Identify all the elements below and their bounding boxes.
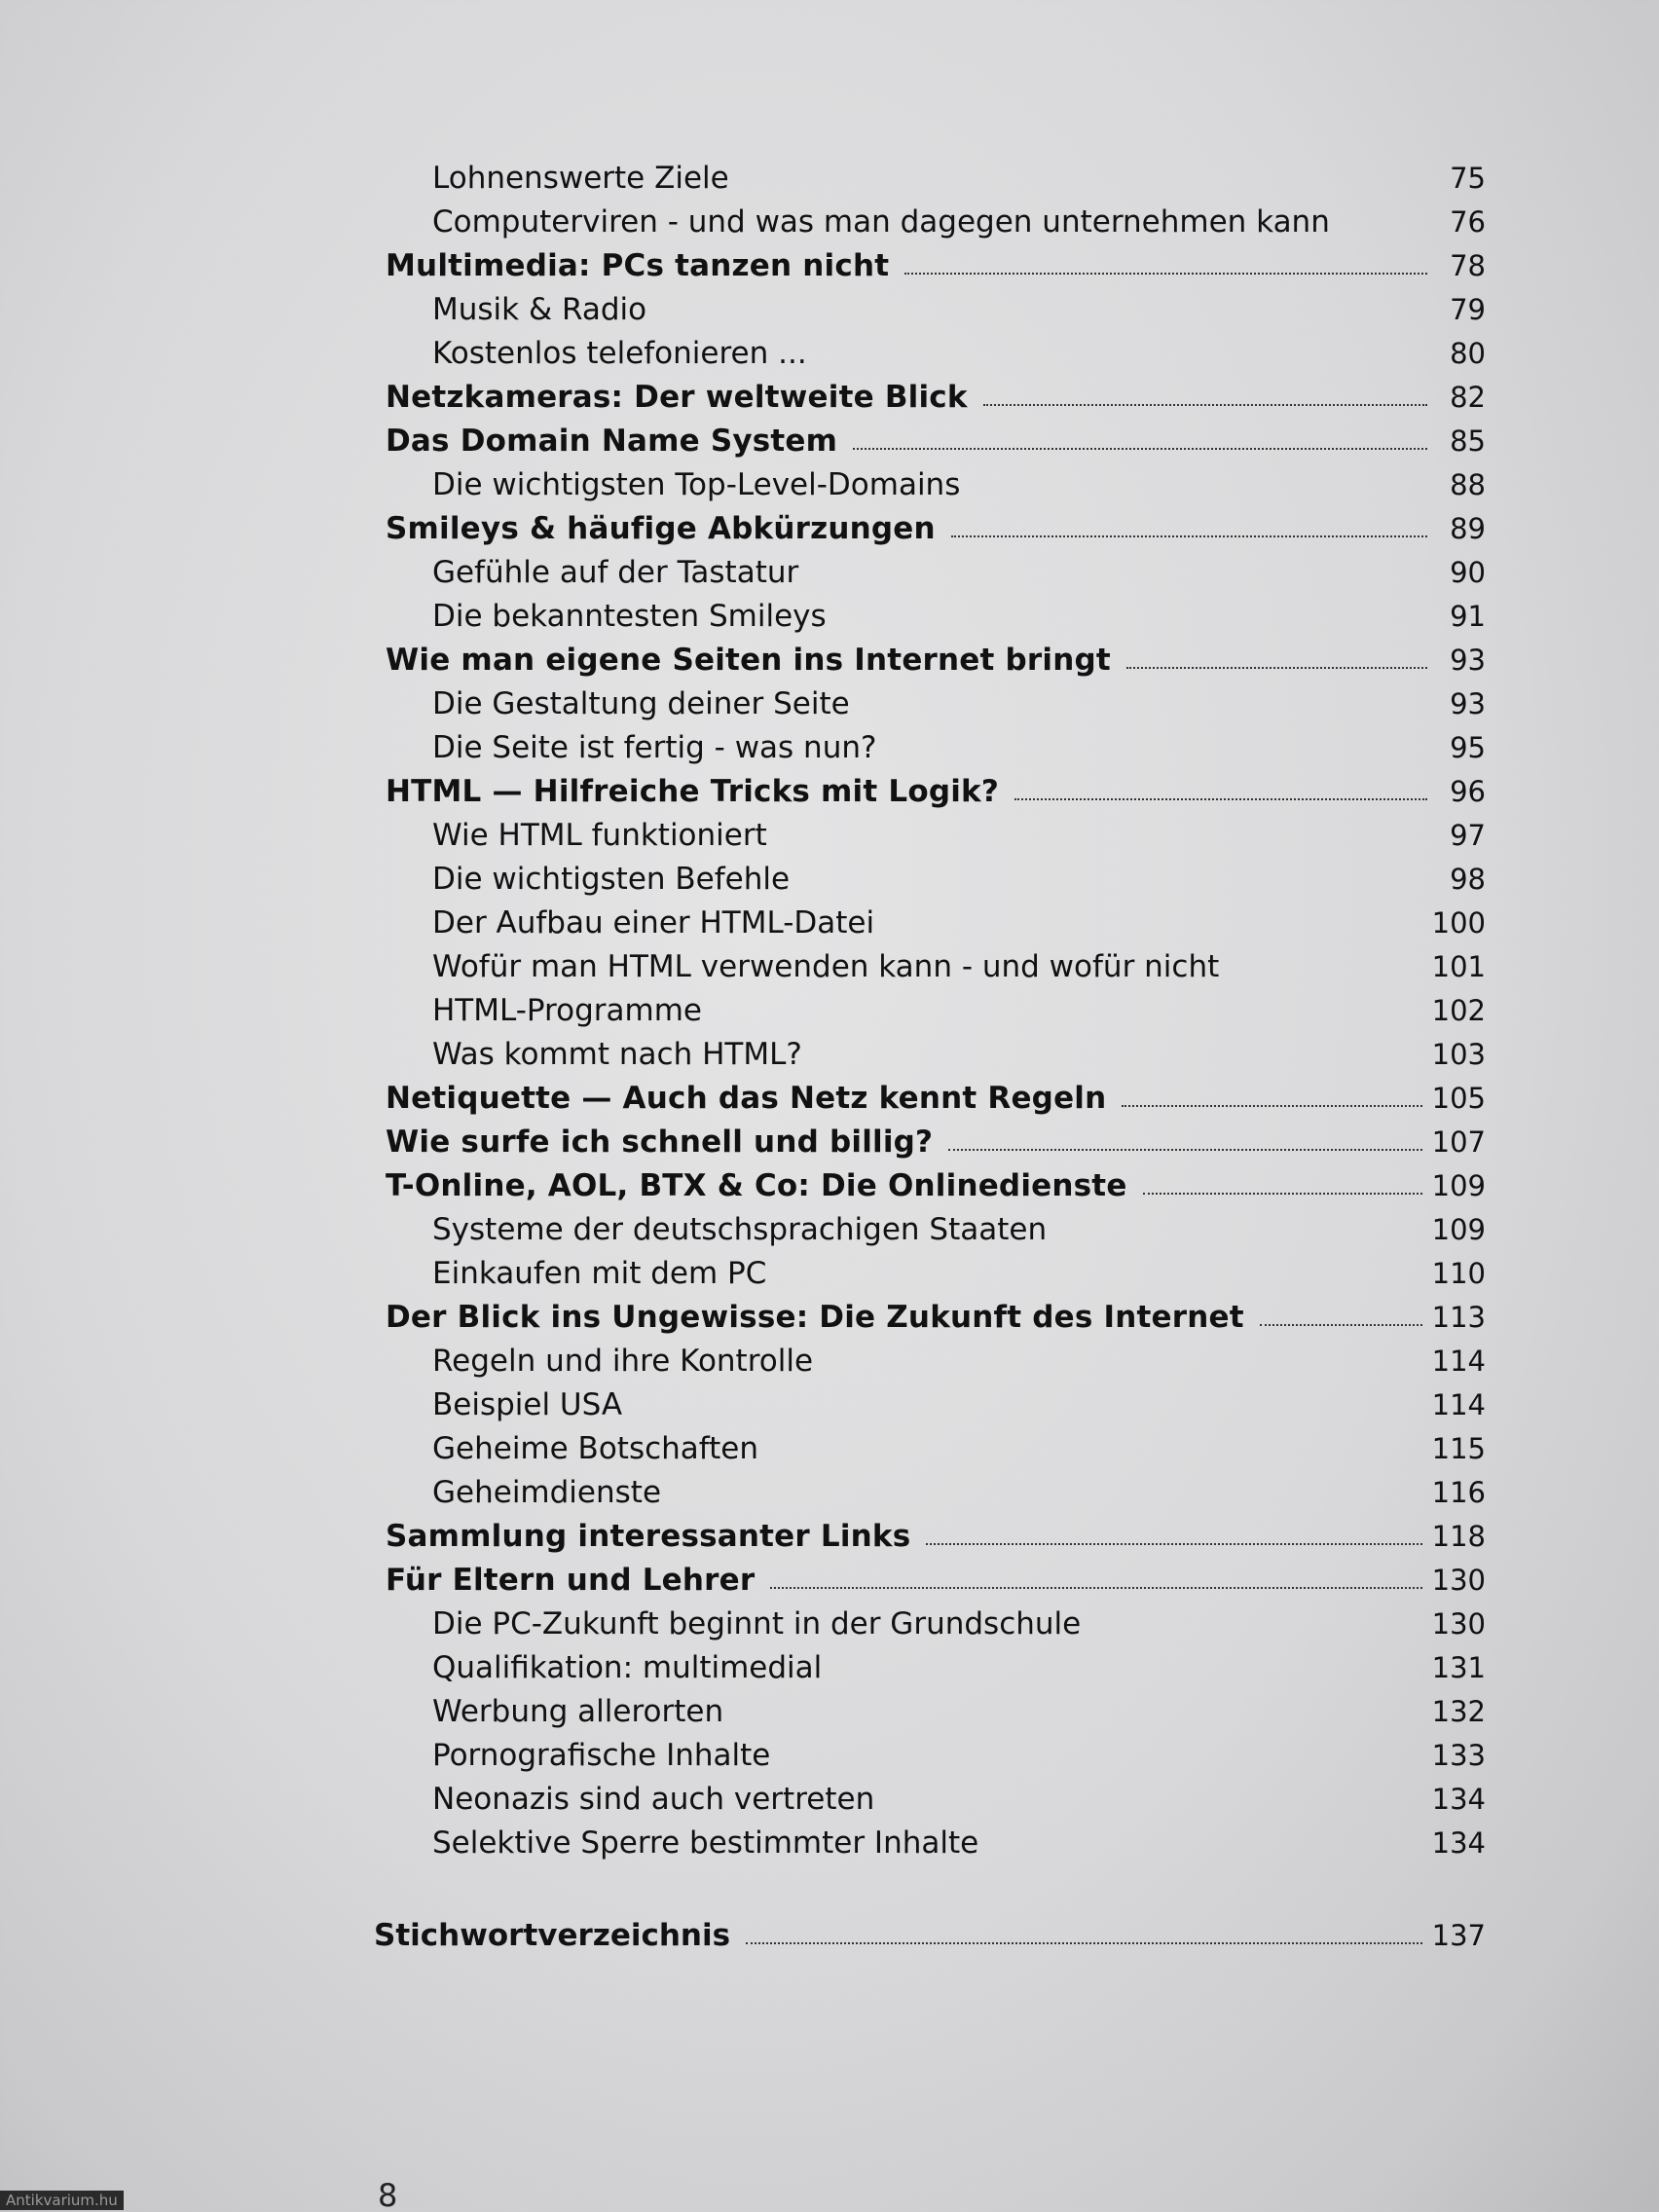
toc-entry-section [386, 550, 1486, 594]
toc-title: Werbung allerorten [432, 1693, 724, 1729]
toc-title: Die wichtigsten Befehle [432, 861, 791, 897]
toc-page-number: 105 [1431, 1081, 1486, 1115]
toc-page-number: 115 [1431, 1431, 1486, 1465]
toc-title: Stichwortverzeichnis [374, 1917, 731, 1953]
toc-entry-section [386, 594, 1486, 638]
toc-title: Die bekanntesten Smileys [432, 598, 827, 634]
toc-page-number: 131 [1431, 1650, 1486, 1684]
toc-entry-chapter [386, 1120, 1486, 1163]
toc-page-number: 93 [1450, 686, 1486, 720]
toc-title: Der Aufbau einer HTML-Datei [432, 904, 875, 940]
toc-title: Netzkameras: Der weltweite Blick [386, 379, 968, 415]
toc-page-number: 98 [1450, 862, 1486, 896]
toc-title: Neonazis sind auch vertreten [432, 1781, 875, 1817]
dot-leader [770, 1587, 1421, 1589]
toc-page-number: 102 [1431, 993, 1486, 1027]
toc-page-number: 78 [1450, 248, 1486, 282]
toc-page-number: 90 [1450, 555, 1486, 589]
toc-page-number: 75 [1450, 161, 1486, 195]
toc-title: Der Blick ins Ungewisse: Die Zukunft des Internet [386, 1299, 1244, 1335]
toc-entry-chapter [386, 638, 1486, 682]
toc-page-number: 114 [1431, 1387, 1486, 1421]
toc-entry-chapter [386, 769, 1486, 813]
dot-leader [951, 535, 1427, 537]
toc-title: Qualifikation: multimedial [432, 1649, 823, 1685]
page-number: 8 [378, 2177, 398, 2212]
toc-page-number: 134 [1431, 1782, 1486, 1816]
toc-page-number: 110 [1431, 1256, 1486, 1290]
toc-entry-section [386, 988, 1486, 1032]
toc-entry-section [386, 462, 1486, 506]
toc-title: Smileys & häufige Abkürzungen [386, 510, 936, 546]
toc-title: Systeme der deutschsprachigen Staaten [432, 1211, 1048, 1247]
toc-entry-section [386, 287, 1486, 331]
toc-entry-chapter [386, 1514, 1486, 1558]
toc-entry-section [386, 1470, 1486, 1514]
toc-page-number: 107 [1431, 1124, 1486, 1159]
dot-leader [746, 1942, 1422, 1944]
toc-entry-section [386, 813, 1486, 857]
toc-entry-section [386, 156, 1486, 200]
toc-entry-section [386, 1821, 1486, 1864]
toc-title: HTML-Programme [432, 992, 702, 1028]
toc-page-number: 101 [1431, 949, 1486, 983]
toc-page-number: 76 [1450, 204, 1486, 239]
toc-title: Kostenlos telefonieren ... [432, 335, 807, 371]
toc-title: Geheimdienste [432, 1474, 662, 1510]
toc-entry-section [386, 857, 1486, 901]
toc-page-number: 137 [1431, 1918, 1486, 1952]
toc-title: Pornografische Inhalte [432, 1737, 771, 1773]
toc-entry-section [386, 1426, 1486, 1470]
toc-entry-section [386, 944, 1486, 988]
toc-entry-chapter [386, 419, 1486, 462]
toc-entry-section [386, 1382, 1486, 1426]
toc-title: Geheime Botschaften [432, 1430, 759, 1466]
toc-entry-section [386, 725, 1486, 769]
toc-entry-chapter [386, 1558, 1486, 1602]
table-of-contents [374, 156, 1486, 1957]
toc-page-number: 89 [1450, 511, 1486, 545]
toc-entry-index [374, 1913, 1486, 1957]
toc-title: Was kommt nach HTML? [432, 1036, 802, 1072]
toc-title: Lohnenswerte Ziele [432, 160, 729, 196]
toc-page-number: 130 [1431, 1563, 1486, 1597]
toc-entry-chapter [386, 375, 1486, 419]
toc-page-number: 97 [1450, 818, 1486, 852]
toc-title: Musik & Radio [432, 291, 647, 327]
dot-leader [1014, 798, 1427, 800]
toc-page-number: 134 [1431, 1825, 1486, 1860]
toc-page-number: 132 [1431, 1694, 1486, 1728]
toc-title: Beispiel USA [432, 1386, 623, 1422]
toc-title: Wie surfe ich schnell und billig? [386, 1124, 934, 1160]
toc-entry-section [386, 1777, 1486, 1821]
toc-page-number: 113 [1431, 1300, 1486, 1334]
toc-entry-section [386, 1689, 1486, 1733]
toc-title: Die wichtigsten Top-Level-Domains [432, 466, 961, 502]
toc-page-number: 91 [1450, 599, 1486, 633]
toc-title: Wie HTML funktioniert [432, 817, 767, 853]
toc-entry-section [386, 1251, 1486, 1295]
toc-page-number: 109 [1431, 1168, 1486, 1202]
toc-page-number: 88 [1450, 467, 1486, 501]
toc-page-number: 116 [1431, 1475, 1486, 1509]
toc-entry-chapter [386, 243, 1486, 287]
toc-title: Selektive Sperre bestimmter Inhalte [432, 1825, 979, 1861]
toc-title: Gefühle auf der Tastatur [432, 554, 799, 590]
dot-leader [1143, 1193, 1422, 1195]
toc-title: Wie man eigene Seiten ins Internet bringt [386, 642, 1111, 678]
toc-page-number: 133 [1431, 1738, 1486, 1772]
toc-page-number: 103 [1431, 1037, 1486, 1071]
toc-title: Regeln und ihre Kontrolle [432, 1343, 814, 1379]
toc-entry-section [386, 1733, 1486, 1777]
toc-title: T-Online, AOL, BTX & Co: Die Onlinedienste [386, 1167, 1127, 1203]
toc-page-number: 100 [1431, 905, 1486, 940]
toc-entry-section [386, 200, 1486, 243]
toc-entry-chapter [386, 1295, 1486, 1339]
toc-page-number: 95 [1450, 730, 1486, 764]
toc-title: Einkaufen mit dem PC [432, 1255, 767, 1291]
toc-title: Für Eltern und Lehrer [386, 1562, 756, 1598]
toc-entry-section [386, 901, 1486, 944]
toc-title: Das Domain Name System [386, 423, 838, 459]
watermark: Antikvarium.hu [0, 2191, 124, 2210]
toc-title: Multimedia: PCs tanzen nicht [386, 247, 890, 283]
toc-entry-section [386, 1339, 1486, 1382]
toc-page-number: 82 [1450, 380, 1486, 414]
toc-entry-section [386, 1207, 1486, 1251]
toc-page-number: 80 [1450, 336, 1486, 370]
toc-entry-section [386, 1645, 1486, 1689]
dot-leader [1126, 667, 1427, 669]
toc-entry-section [386, 331, 1486, 375]
toc-title: Computerviren - und was man dagegen unternehmen kann [432, 203, 1330, 240]
toc-page-number: 79 [1450, 292, 1486, 326]
toc-entry-chapter [386, 1076, 1486, 1120]
toc-title: Wofür man HTML verwenden kann - und wofür nicht [432, 948, 1220, 984]
toc-page-number: 114 [1431, 1344, 1486, 1378]
toc-entry-section [386, 1602, 1486, 1645]
dot-leader [904, 273, 1427, 275]
dot-leader [1122, 1105, 1421, 1107]
toc-page-number: 109 [1431, 1212, 1486, 1246]
toc-title: Netiquette — Auch das Netz kennt Regeln [386, 1080, 1107, 1116]
dot-leader [853, 448, 1427, 450]
toc-entry-section [386, 682, 1486, 725]
toc-page-number: 130 [1431, 1606, 1486, 1641]
toc-title: Die Gestaltung deiner Seite [432, 685, 850, 721]
toc-title: Sammlung interessanter Links [386, 1518, 911, 1554]
toc-title: Die PC-Zukunft beginnt in der Grundschule [432, 1605, 1082, 1641]
toc-entry-chapter [386, 506, 1486, 550]
toc-page-number: 85 [1450, 424, 1486, 458]
toc-entry-chapter [386, 1163, 1486, 1207]
toc-title: Die Seite ist fertig - was nun? [432, 729, 877, 765]
toc-page-number: 96 [1450, 774, 1486, 808]
toc-entry-section [386, 1032, 1486, 1076]
dot-leader [1260, 1324, 1422, 1326]
dot-leader [983, 404, 1427, 406]
dot-leader [948, 1149, 1421, 1151]
toc-page-number: 118 [1431, 1519, 1486, 1553]
toc-page-number: 93 [1450, 643, 1486, 677]
dot-leader [926, 1543, 1421, 1545]
toc-title: HTML — Hilfreiche Tricks mit Logik? [386, 773, 1000, 809]
